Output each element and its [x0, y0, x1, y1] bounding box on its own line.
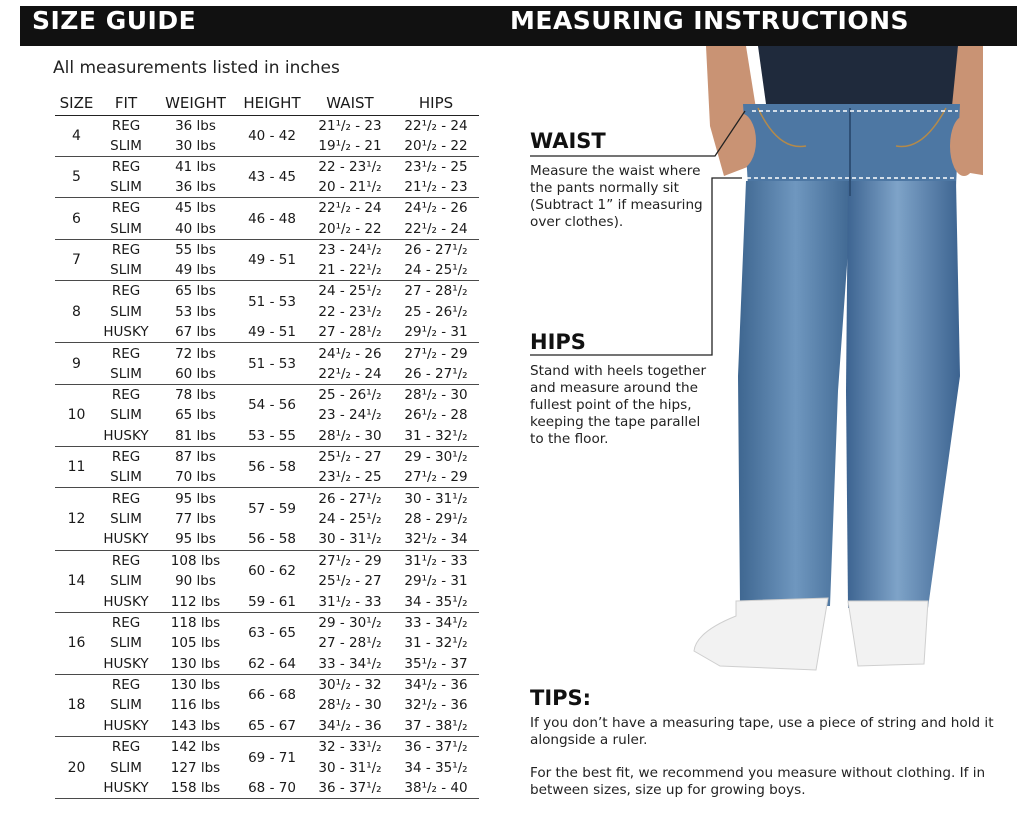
hips-cell: 32¹/₂ - 36 — [404, 697, 468, 714]
weight-cell: 95 lbs — [175, 490, 216, 507]
fit-cell: REG — [111, 386, 141, 403]
waist-cell: 21¹/₂ - 23 — [318, 117, 382, 134]
shirt-shape — [758, 46, 958, 104]
waist-cell: 30 - 31¹/₂ — [318, 759, 382, 776]
table-row — [55, 592, 479, 613]
height-cell: 56 - 58 — [237, 529, 307, 550]
hips-cell: 23¹/₂ - 25 — [404, 159, 468, 176]
left-shoe-shape — [694, 598, 828, 670]
hips-cell: 29¹/₂ - 31 — [393, 322, 479, 343]
size-table-body — [55, 115, 479, 799]
height-cell: 69 - 71 — [248, 749, 296, 766]
height-cell: 49 - 51 — [237, 239, 307, 280]
waist-cell: 22¹/₂ - 24 — [307, 364, 393, 385]
size-guide-title: SIZE GUIDE — [32, 6, 197, 35]
fit-cell: SLIM — [110, 303, 142, 320]
fit-cell: HUSKY — [98, 716, 154, 737]
tip-measuring-tape: If you don’t have a measuring tape, use a piece of string and hold it alongside a ruler. — [530, 715, 994, 748]
fit-cell: REG — [111, 614, 141, 631]
jeans-model-photo — [688, 46, 983, 676]
hips-cell: 33 - 34¹/₂ — [404, 614, 468, 631]
waist-cell: 23 - 24¹/₂ — [318, 407, 382, 424]
fit-cell: SLIM — [110, 573, 142, 590]
hips-heading: HIPS — [530, 330, 586, 354]
table-row — [55, 343, 479, 364]
waist-cell: 29 - 30¹/₂ — [318, 614, 382, 631]
waist-cell: 20¹/₂ - 22 — [307, 219, 393, 240]
weight-cell: 116 lbs — [170, 697, 221, 714]
height-cell: 53 - 55 — [237, 426, 307, 447]
hips-cell: 34 - 35¹/₂ — [404, 759, 468, 776]
weight-cell: 95 lbs — [154, 529, 237, 550]
fit-cell: REG — [111, 490, 141, 507]
fit-cell: SLIM — [98, 177, 154, 198]
height-cell: 60 - 62 — [248, 563, 296, 580]
hips-cell: 31 - 32¹/₂ — [404, 635, 468, 652]
fit-cell: SLIM — [110, 407, 142, 424]
waist-cell: 27 - 28¹/₂ — [318, 635, 382, 652]
waist-cell: 24¹/₂ - 26 — [318, 345, 382, 362]
height-cell: 65 - 67 — [237, 716, 307, 737]
waist-cell: 26 - 27¹/₂ — [318, 490, 382, 507]
weight-cell: 78 lbs — [175, 386, 216, 403]
hips-cell: 27¹/₂ - 29 — [404, 345, 468, 362]
hips-cell: 36 - 37¹/₂ — [404, 739, 468, 756]
table-row — [55, 322, 479, 343]
table-row — [55, 654, 479, 675]
size-chart-table — [55, 91, 479, 799]
hips-cell: 24¹/₂ - 26 — [404, 200, 468, 217]
waist-cell: 28¹/₂ - 30 — [318, 697, 382, 714]
table-row — [55, 612, 479, 633]
weight-cell: 30 lbs — [154, 136, 237, 157]
size-cell: 8 — [55, 281, 98, 343]
size-cell: 5 — [55, 156, 98, 197]
weight-cell: 60 lbs — [154, 364, 237, 385]
measuring-instructions-title: MEASURING INSTRUCTIONS — [510, 6, 910, 35]
table-row — [55, 778, 479, 799]
waist-cell: 23¹/₂ - 25 — [307, 467, 393, 488]
fit-cell: REG — [111, 117, 141, 134]
weight-cell: 143 lbs — [154, 716, 237, 737]
height-cell: 66 - 68 — [248, 687, 296, 704]
hips-cell: 34¹/₂ - 36 — [404, 677, 468, 694]
hips-cell: 28 - 29¹/₂ — [404, 511, 468, 528]
height-cell: 46 - 48 — [237, 198, 307, 239]
table-row — [55, 239, 479, 260]
size-cell: 12 — [55, 488, 98, 550]
height-cell: 62 - 64 — [237, 654, 307, 675]
size-cell: 4 — [55, 115, 98, 156]
fit-cell: SLIM — [98, 136, 154, 157]
hips-cell: 31 - 32¹/₂ — [393, 426, 479, 447]
waist-cell: 21 - 22¹/₂ — [307, 260, 393, 281]
fit-cell: REG — [111, 241, 141, 258]
tip-best-fit: For the best fit, we recommend you measure without clothing. If in between sizes, size up for growing boys. — [530, 765, 986, 798]
weight-cell: 70 lbs — [154, 467, 237, 488]
weight-cell: 90 lbs — [175, 573, 216, 590]
fit-cell: HUSKY — [98, 322, 154, 343]
waist-cell: 25¹/₂ - 27 — [318, 449, 382, 466]
table-header-row — [55, 91, 479, 115]
measurement-units-note: All measurements listed in inches — [53, 58, 340, 78]
hips-cell: 28¹/₂ - 30 — [404, 386, 468, 403]
hips-cell: 22¹/₂ - 24 — [393, 219, 479, 240]
waist-cell: 27¹/₂ - 29 — [318, 552, 382, 569]
fit-cell: SLIM — [110, 697, 142, 714]
hips-cell: 29 - 30¹/₂ — [404, 449, 468, 466]
hips-cell: 30 - 31¹/₂ — [404, 490, 468, 507]
waist-cell: 24 - 25¹/₂ — [318, 283, 382, 300]
jeans-hips-shape — [743, 104, 960, 186]
column-header-weight: WEIGHT — [154, 91, 237, 115]
height-cell: 59 - 61 — [237, 592, 307, 613]
fit-cell: HUSKY — [98, 654, 154, 675]
waist-cell: 36 - 37¹/₂ — [307, 778, 393, 799]
right-hand-shape — [950, 116, 978, 176]
table-row — [55, 716, 479, 737]
waist-cell: 22¹/₂ - 24 — [318, 200, 382, 217]
weight-cell: 45 lbs — [175, 200, 216, 217]
fit-cell: REG — [111, 283, 141, 300]
fit-cell: HUSKY — [98, 592, 154, 613]
size-cell: 11 — [55, 447, 98, 488]
weight-cell: 108 lbs — [170, 552, 221, 569]
weight-cell: 53 lbs — [175, 303, 216, 320]
fit-cell: SLIM — [110, 635, 142, 652]
fit-cell: REG — [111, 345, 141, 362]
size-cell: 10 — [55, 384, 98, 446]
table-row — [55, 384, 479, 405]
waist-cell: 27 - 28¹/₂ — [307, 322, 393, 343]
fit-cell: HUSKY — [98, 426, 154, 447]
weight-cell: 142 lbs — [170, 739, 221, 756]
fit-cell: SLIM — [110, 511, 142, 528]
height-cell: 51 - 53 — [248, 293, 296, 310]
fit-cell: SLIM — [98, 260, 154, 281]
hips-cell: 24 - 25¹/₂ — [393, 260, 479, 281]
fit-cell: HUSKY — [98, 529, 154, 550]
table-row — [55, 426, 479, 447]
weight-cell: 65 lbs — [175, 407, 216, 424]
fit-cell: REG — [111, 677, 141, 694]
column-header-fit: FIT — [98, 91, 154, 115]
table-row — [55, 198, 479, 219]
weight-cell: 77 lbs — [175, 511, 216, 528]
weight-cell: 87 lbs — [175, 449, 216, 466]
hips-cell: 29¹/₂ - 31 — [404, 573, 468, 590]
height-cell: 40 - 42 — [237, 115, 307, 156]
weight-cell: 72 lbs — [175, 345, 216, 362]
weight-cell: 36 lbs — [175, 117, 216, 134]
hips-cell: 20¹/₂ - 22 — [393, 136, 479, 157]
table-row — [55, 156, 479, 177]
hips-cell: 26 - 27¹/₂ — [393, 364, 479, 385]
hips-instructions: Stand with heels together and measure around the fullest point of the hips, keeping the tape parallel to the floor. — [530, 363, 707, 447]
waist-heading: WAIST — [530, 129, 606, 153]
height-cell: 68 - 70 — [237, 778, 307, 799]
hips-cell: 34 - 35¹/₂ — [393, 592, 479, 613]
weight-cell: 81 lbs — [154, 426, 237, 447]
fit-cell: REG — [111, 552, 141, 569]
waist-cell: 28¹/₂ - 30 — [307, 426, 393, 447]
fit-cell: REG — [111, 159, 141, 176]
size-cell: 14 — [55, 550, 98, 612]
right-shoe-shape — [848, 601, 928, 666]
table-row — [55, 550, 479, 571]
waist-cell: 24 - 25¹/₂ — [318, 511, 382, 528]
hips-cell: 22¹/₂ - 24 — [404, 117, 468, 134]
hips-cell: 26 - 27¹/₂ — [404, 241, 468, 258]
waist-cell: 30 - 31¹/₂ — [307, 529, 393, 550]
fit-cell: SLIM — [110, 759, 142, 776]
hips-cell: 35¹/₂ - 37 — [393, 654, 479, 675]
weight-cell: 105 lbs — [170, 635, 221, 652]
waist-cell: 22 - 23¹/₂ — [318, 303, 382, 320]
column-header-height: HEIGHT — [237, 91, 307, 115]
weight-cell: 65 lbs — [175, 283, 216, 300]
waist-cell: 20 - 21¹/₂ — [307, 177, 393, 198]
fit-cell: REG — [111, 200, 141, 217]
column-header-waist: WAIST — [307, 91, 393, 115]
waist-cell: 19¹/₂ - 21 — [307, 136, 393, 157]
hips-cell: 32¹/₂ - 34 — [393, 529, 479, 550]
weight-cell: 158 lbs — [154, 778, 237, 799]
hips-cell: 27¹/₂ - 29 — [393, 467, 479, 488]
waist-cell: 23 - 24¹/₂ — [318, 241, 382, 258]
height-cell: 63 - 65 — [248, 625, 296, 642]
weight-cell: 118 lbs — [170, 614, 221, 631]
table-row — [55, 529, 479, 550]
height-cell: 54 - 56 — [248, 397, 296, 414]
hips-cell: 26¹/₂ - 28 — [404, 407, 468, 424]
tips-heading: TIPS: — [530, 686, 592, 710]
waist-cell: 31¹/₂ - 33 — [307, 592, 393, 613]
height-cell: 43 - 45 — [237, 156, 307, 197]
weight-cell: 67 lbs — [154, 322, 237, 343]
table-row — [55, 115, 479, 136]
waist-cell: 32 - 33¹/₂ — [318, 739, 382, 756]
height-cell: 57 - 59 — [248, 500, 296, 517]
size-cell: 16 — [55, 612, 98, 674]
hips-cell: 37 - 38¹/₂ — [393, 716, 479, 737]
jeans-right-leg — [846, 181, 960, 608]
waist-cell: 22 - 23¹/₂ — [318, 159, 382, 176]
table-row — [55, 281, 479, 302]
height-cell: 49 - 51 — [237, 322, 307, 343]
waist-cell: 33 - 34¹/₂ — [307, 654, 393, 675]
weight-cell: 112 lbs — [154, 592, 237, 613]
weight-cell: 49 lbs — [154, 260, 237, 281]
weight-cell: 41 lbs — [175, 159, 216, 176]
hips-cell: 21¹/₂ - 23 — [393, 177, 479, 198]
hips-cell: 25 - 26¹/₂ — [404, 303, 468, 320]
weight-cell: 40 lbs — [154, 219, 237, 240]
left-hand-shape — [724, 113, 756, 169]
weight-cell: 127 lbs — [170, 759, 221, 776]
table-row — [55, 737, 479, 758]
waist-cell: 25 - 26¹/₂ — [318, 386, 382, 403]
size-cell: 9 — [55, 343, 98, 384]
height-cell: 56 - 58 — [237, 447, 307, 488]
fit-cell: SLIM — [98, 364, 154, 385]
fit-cell: SLIM — [98, 219, 154, 240]
hips-cell: 31¹/₂ - 33 — [404, 552, 468, 569]
height-cell: 51 - 53 — [237, 343, 307, 384]
fit-cell: REG — [111, 449, 141, 466]
size-cell: 7 — [55, 239, 98, 280]
hips-cell: 27 - 28¹/₂ — [404, 283, 468, 300]
column-header-hips: HIPS — [393, 91, 479, 115]
waist-cell: 25¹/₂ - 27 — [318, 573, 382, 590]
jeans-left-leg — [738, 181, 853, 606]
waist-cell: 30¹/₂ - 32 — [318, 677, 382, 694]
fit-cell: REG — [111, 739, 141, 756]
hips-cell: 38¹/₂ - 40 — [393, 778, 479, 799]
waist-cell: 34¹/₂ - 36 — [307, 716, 393, 737]
weight-cell: 130 lbs — [154, 654, 237, 675]
table-row — [55, 674, 479, 695]
size-cell: 18 — [55, 674, 98, 736]
weight-cell: 55 lbs — [175, 241, 216, 258]
size-cell: 6 — [55, 198, 98, 239]
table-row — [55, 447, 479, 468]
table-row — [55, 488, 479, 509]
waist-instructions: Measure the waist where the pants normally sit (Subtract 1” if measuring over clothes). — [530, 163, 703, 230]
column-header-size: SIZE — [55, 91, 98, 115]
fit-cell: SLIM — [98, 467, 154, 488]
weight-cell: 130 lbs — [170, 677, 221, 694]
fit-cell: HUSKY — [98, 778, 154, 799]
weight-cell: 36 lbs — [154, 177, 237, 198]
size-cell: 20 — [55, 737, 98, 799]
